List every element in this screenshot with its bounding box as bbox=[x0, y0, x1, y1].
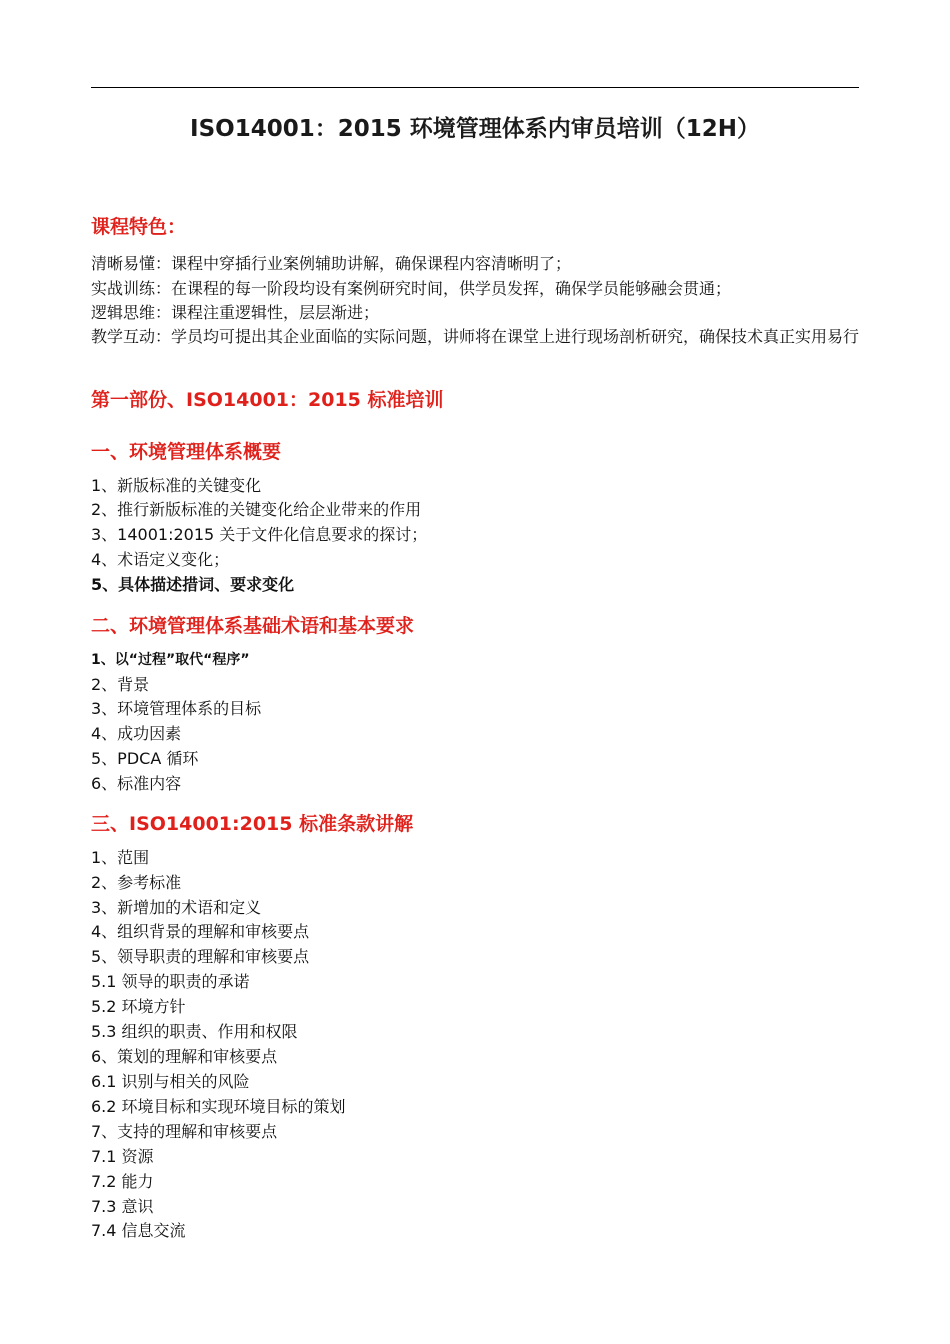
list-item: 4、术语定义变化； bbox=[91, 550, 230, 569]
document-title: ISO14001：2015 环境管理体系内审员培训（12H） bbox=[190, 116, 760, 142]
feature-item: 实战训练：在课程的每一阶段均设有案例研究时间，供学员发挥，确保学员能够融会贯通； bbox=[91, 279, 732, 298]
feature-item: 清晰易懂：课程中穿插行业案例辅助讲解，确保课程内容清晰明了； bbox=[91, 254, 572, 273]
header-rule bbox=[91, 87, 859, 88]
section3-heading: 三、ISO14001:2015 标准条款讲解 bbox=[91, 813, 414, 835]
list-item: 2、推行新版标准的关键变化给企业带来的作用 bbox=[91, 500, 422, 519]
list-item: 5.2 环境方针 bbox=[91, 997, 186, 1016]
list-item: 6.1 识别与相关的风险 bbox=[91, 1072, 250, 1091]
section1-heading: 一、环境管理体系概要 bbox=[91, 441, 282, 463]
part1-heading: 第一部份、ISO14001：2015 标准培训 bbox=[91, 389, 444, 411]
list-item: 6、标准内容 bbox=[91, 774, 182, 793]
features-heading: 课程特色： bbox=[91, 216, 187, 238]
list-item: 3、新增加的术语和定义 bbox=[91, 898, 262, 917]
list-item: 5、具体描述措词、要求变化 bbox=[91, 575, 295, 594]
list-item: 7.3 意识 bbox=[91, 1197, 154, 1216]
list-item: 7.2 能力 bbox=[91, 1172, 154, 1191]
list-item: 4、成功因素 bbox=[91, 724, 182, 743]
section2-heading: 二、环境管理体系基础术语和基本要求 bbox=[91, 615, 415, 637]
list-item: 6、策划的理解和审核要点 bbox=[91, 1047, 278, 1066]
list-item: 5.3 组织的职责、作用和权限 bbox=[91, 1022, 298, 1041]
list-item: 7、支持的理解和审核要点 bbox=[91, 1122, 278, 1141]
list-item: 5、PDCA 循环 bbox=[91, 749, 199, 768]
list-item: 7.1 资源 bbox=[91, 1147, 154, 1166]
list-item: 2、参考标准 bbox=[91, 873, 182, 892]
list-item: 2、背景 bbox=[91, 675, 150, 694]
list-item: 6.2 环境目标和实现环境目标的策划 bbox=[91, 1097, 346, 1116]
list-item: 3、14001:2015 关于文件化信息要求的探讨； bbox=[91, 525, 428, 544]
list-item: 1、范围 bbox=[91, 848, 150, 867]
list-item: 3、环境管理体系的目标 bbox=[91, 699, 262, 718]
feature-item: 教学互动：学员均可提出其企业面临的实际问题，讲师将在课堂上进行现场剖析研究，确保技术真正实用易行 bbox=[91, 327, 860, 346]
list-item: 5、领导职责的理解和审核要点 bbox=[91, 947, 310, 966]
list-item: 7.4 信息交流 bbox=[91, 1221, 186, 1240]
list-item: 1、以“过程”取代“程序” bbox=[91, 652, 250, 668]
list-item: 5.1 领导的职责的承诺 bbox=[91, 972, 250, 991]
feature-item: 逻辑思维：课程注重逻辑性，层层渐进； bbox=[91, 303, 380, 322]
list-item: 1、新版标准的关键变化 bbox=[91, 476, 262, 495]
list-item: 4、组织背景的理解和审核要点 bbox=[91, 922, 310, 941]
